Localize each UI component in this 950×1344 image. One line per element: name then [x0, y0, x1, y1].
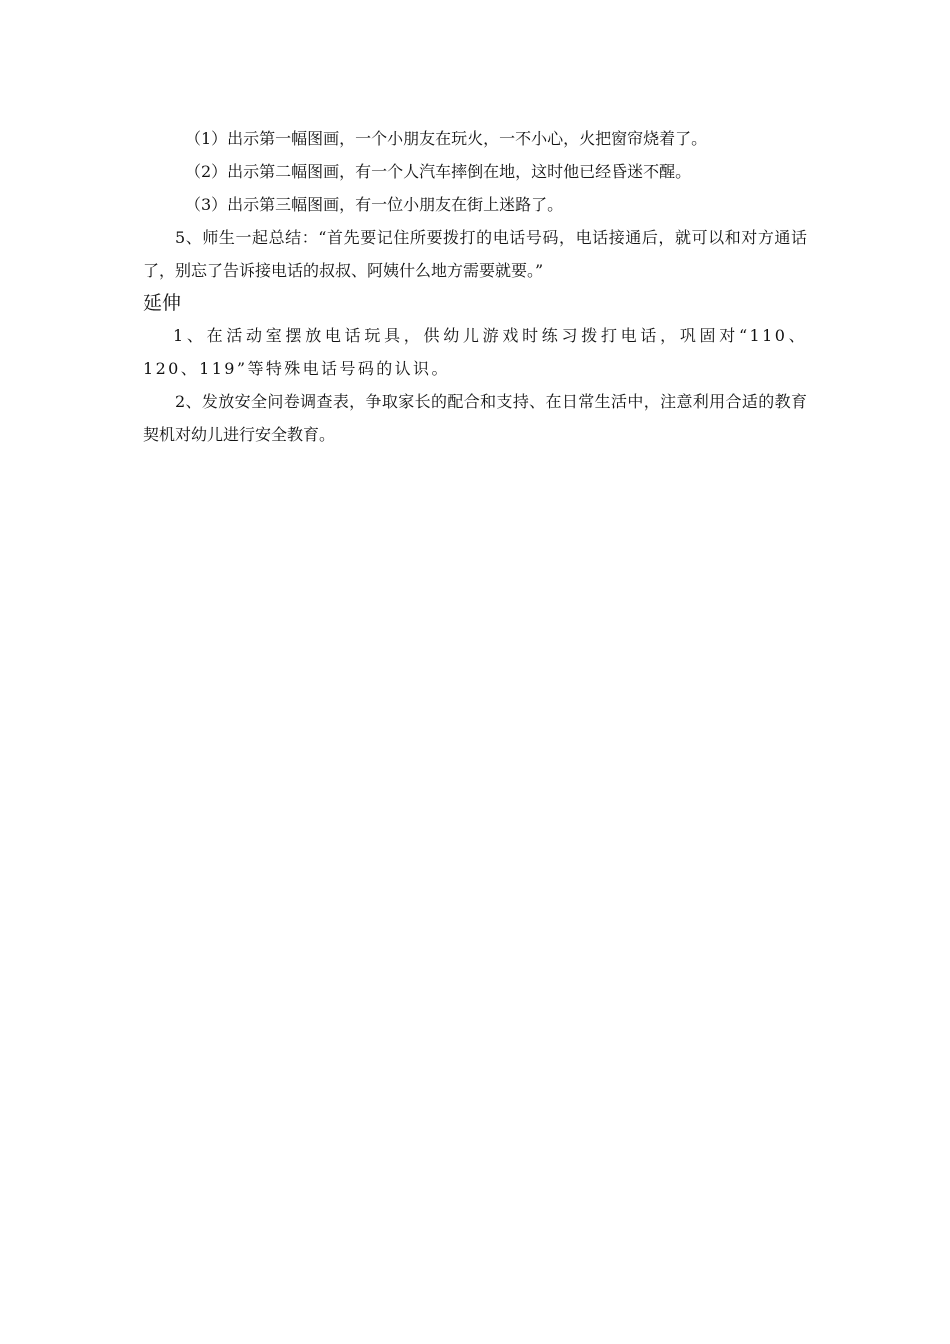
summary-paragraph	[143, 221, 807, 287]
extension-item-1-text: 1、在活动室摆放电话玩具，供幼儿游戏时练习拨打电话，巩固对“110、120、119”等特殊电话号码的认识。	[143, 326, 807, 378]
document-body	[143, 122, 807, 451]
picture-item-2: （2）出示第二幅图画，有一个人汽车摔倒在地，这时他已经昏迷不醒。	[185, 162, 692, 181]
extension-item-2	[143, 385, 807, 451]
extension-item-1	[143, 319, 807, 385]
picture-item-3: （3）出示第三幅图画，有一位小朋友在街上迷路了。	[185, 195, 564, 214]
picture-item-1: （1）出示第一幅图画，一个小朋友在玩火，一不小心，火把窗帘烧着了。	[185, 129, 708, 148]
section-heading-extension: 延伸	[143, 292, 182, 314]
summary-text: 5、师生一起总结：“首先要记住所要拨打的电话号码，电话接通后，就可以和对方通话了，别忘了告诉接电话的叔叔、阿姨什么地方需要就要。”	[143, 228, 807, 280]
extension-item-2-text: 2、发放安全问卷调查表，争取家长的配合和支持、在日常生活中，注意利用合适的教育契机对幼儿进行安全教育。	[143, 392, 807, 444]
